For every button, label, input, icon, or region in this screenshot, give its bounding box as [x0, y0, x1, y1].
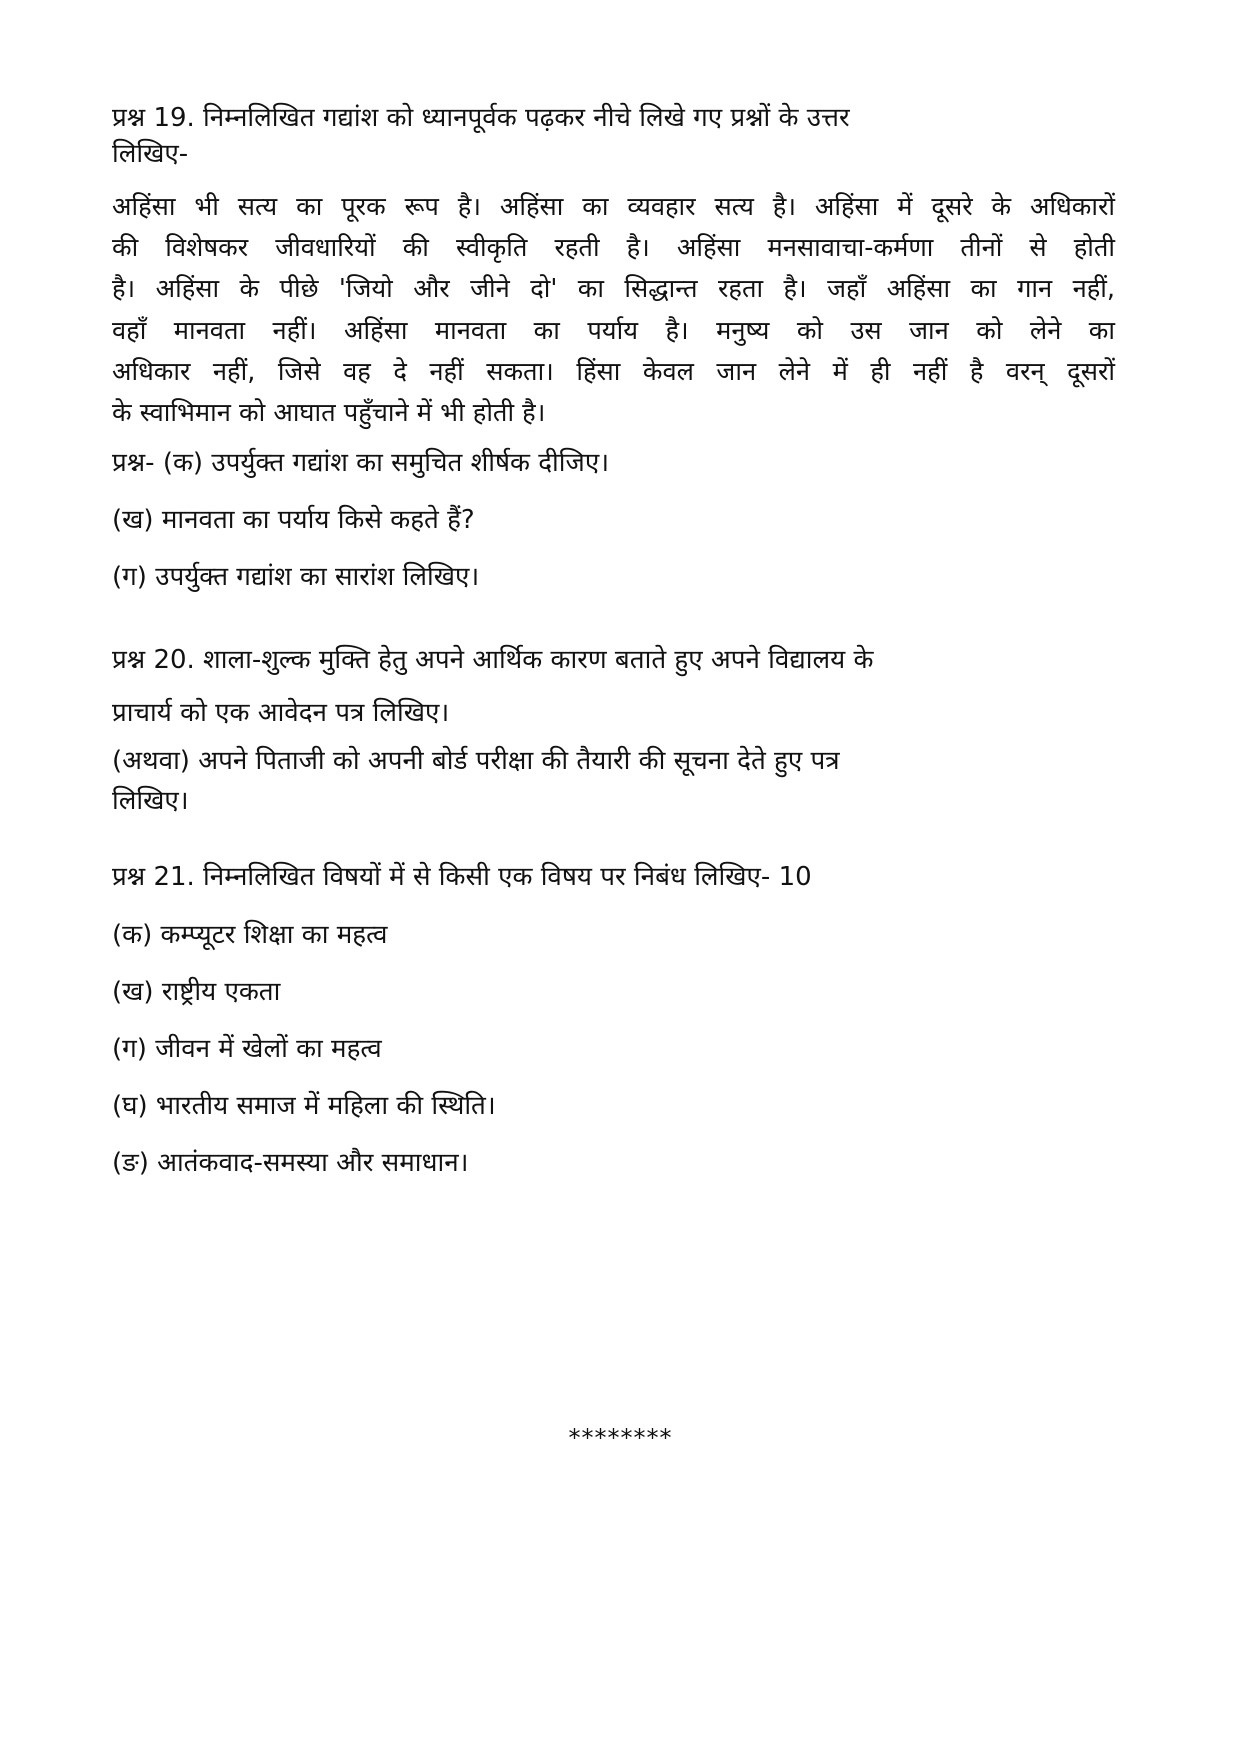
- question-19-sub-questions: [112, 435, 1115, 607]
- passage: [112, 187, 1115, 435]
- passage-line: की विशेषकर जीवधारियों की स्वीकृति रहती है। अहिंसा मनसावाचा-कर्मणा तीनों से होती: [112, 233, 1115, 264]
- question-19-title-line-1: प्रश्न 19. निम्नलिखित गद्यांश को ध्यानपूर्वक पढ़कर नीचे लिखे गए प्रश्नों के उत्तर: [112, 103, 850, 133]
- passage-line: के स्वाभिमान को आघात पहुँचाने में भी होती है।: [112, 398, 546, 429]
- essay-topic: (ग) जीवन में खेलों का महत्व: [112, 1033, 382, 1064]
- section-gap: [112, 821, 1115, 849]
- sub-question: (ग) उपर्युक्त गद्यांश का सारांश लिखिए।: [112, 561, 480, 592]
- passage-line: वहाँ मानवता नहीं। अहिंसा मानवता का पर्याय है। मनुष्य को उस जान को लेने का: [112, 315, 1115, 346]
- essay-topic: (ङ) आतंकवाद-समस्या और समाधान।: [112, 1148, 469, 1179]
- passage-line: है। अहिंसा के पीछे 'जियो और जीने दो' का सिद्धान्त रहता है। जहाँ अहिंसा का गान नहीं,: [112, 274, 1115, 305]
- essay-topic: (घ) भारतीय समाज में महिला की स्थिति।: [112, 1091, 496, 1122]
- question-21-title: प्रश्न 21. निम्नलिखित विषयों में से किसी एक विषय पर निबंध लिखिए- 10: [112, 862, 812, 893]
- essay-topic: (क) कम्प्यूटर शिक्षा का महत्व: [112, 919, 388, 950]
- question-21: [112, 849, 1115, 1192]
- question-20-line-2: प्राचार्य को एक आवेदन पत्र लिखिए।: [112, 698, 450, 729]
- question-19-title-line-2: लिखिए-: [112, 139, 189, 170]
- end-of-page-mark: ********: [568, 1424, 673, 1452]
- question-20-alternative: [112, 741, 1115, 822]
- question-20-alt-line-1: (अथवा) अपने पिताजी को अपनी बोर्ड परीक्षा की तैयारी की सूचना देते हुए पत्र: [112, 745, 840, 776]
- question-19: [112, 100, 1115, 606]
- essay-topic: (ख) राष्ट्रीय एकता: [112, 976, 281, 1007]
- question-20-alt-line-2: लिखिए।: [112, 786, 189, 817]
- passage-line: अधिकार नहीं, जिसे वह दे नहीं सकता। हिंसा केवल जान लेने में ही नहीं है वरन् दूसरों: [112, 356, 1115, 387]
- sub-question: (ख) मानवता का पर्याय किसे कहते हैं?: [112, 504, 475, 535]
- passage-line: अहिंसा भी सत्य का पूरक रूप है। अहिंसा का व्यवहार सत्य है। अहिंसा में दूसरे के अधिकारों: [112, 191, 1115, 222]
- section-gap: [112, 606, 1115, 634]
- question-20-line-1: प्रश्न 20. शाला-शुल्क मुक्ति हेतु अपने आर्थिक कारण बताते हुए अपने विद्यालय के: [112, 645, 874, 676]
- question-20: [112, 634, 1115, 821]
- sub-question: प्रश्न- (क) उपर्युक्त गद्यांश का समुचित शीर्षक दीजिए।: [112, 447, 610, 478]
